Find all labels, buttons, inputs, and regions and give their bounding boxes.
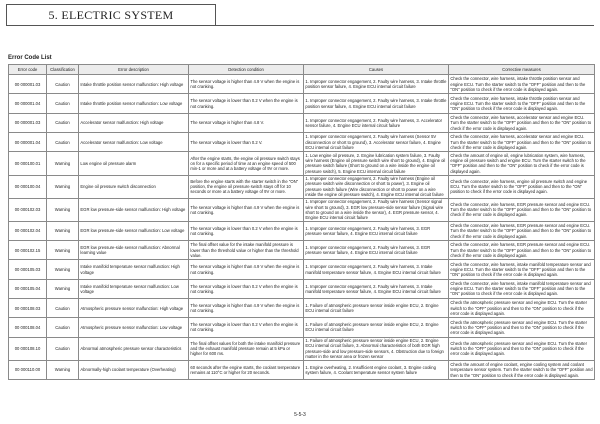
causes-cell: 1. Improper connector engagement, 2. Faulty wire harness, 3. EGR pressure sensor failure, 4. Engine ECU internal circuit failure [304,241,449,260]
classification-cell: Warning [47,152,79,175]
causes-cell: 1. Improper connector engagement, 2. Faulty wire harness (Sensor signal wire short to ground), 3. EGR low pressure-side sensor failure (Signal wire short to ground on a wire inside the sensor), 4. EGR pressure sensor, 4. Engine ECU internal circuit failure [304,198,449,221]
causes-cell: 1. Low engine oil pressure, 2. Engine lubrication system failure, 3. Faulty wire harness (Engine oil pressure switch wire short to ground), 4. Engine oil pressure switch failure (Short to ground on a wire inside the engine oil pressure switch), 5. Engine ECU internal circuit failure [304,152,449,175]
causes-cell: 1. Improper connector engagement, 2. Faulty wire harness, 3. Intake manifold temperature sensor failure, 4. Engine ECU internal circuit failure [304,260,449,279]
col-header-error-description: Error description [79,65,189,75]
error-code-cell: 00 000001.03 [9,113,47,132]
section-header [6,4,216,26]
detection-condition-cell: The sensor voltage is lower than 0.2 V when the engine is not cranking. [189,279,304,298]
error-description-cell: Atmospheric pressure sensor malfunction: Low voltage [79,318,189,337]
table-row [9,241,595,260]
detection-condition-cell: The sensor voltage is higher than 4.9 V when the engine is not cranking. [189,299,304,318]
table-row [9,94,595,113]
detection-condition-cell: Before the engine starts with the starter switch in the "ON" position, the engine oil pressure switch stays off for 10 seconds or more at a battery voltage of 9V or more. [189,175,304,198]
error-code-cell: 00 000001.03 [9,75,47,94]
classification-cell: Caution [47,299,79,318]
error-description-cell: Intake throttle position sensor malfunction: Low voltage [79,94,189,113]
corrective-measures-cell: Check the connector, wire harness, intake throttle position sensor and engine ECU. Turn the starter switch to the "OFF" position and then to the "ON" position to check if the error code is displayed again. [449,94,595,113]
table-row [9,299,595,318]
corrective-measures-cell: Check the atmospheric pressure sensor and engine ECU. Turn the starter switch to the "OFF" position and then to the "ON" position to check if the error code is displayed again. [449,337,595,360]
col-header-causes: Causes [304,65,449,75]
page-number: 5-5-3 [294,412,306,418]
detection-condition-cell: 60 seconds after the engine starts, the coolant temperature remains at 110°C or higher for 20 seconds. [189,360,304,379]
corrective-measures-cell: Check the connector, wire harness, EGR pressure sensor and engine ECU. Turn the starter switch to the "OFF" position and then to the "ON" position to check if the error code is displayed again. [449,221,595,240]
header-rule [216,25,594,26]
error-code-cell: 00 000108.04 [9,318,47,337]
corrective-measures-cell: Check the atmospheric pressure sensor and engine ECU. Turn the starter switch to the "OFF" position and then to the "ON" position to check if the error code is displayed again. [449,318,595,337]
error-description-cell: Intake throttle position sensor malfunction: High voltage [79,75,189,94]
corrective-measures-cell: Check the connector, wire harness, intake throttle position sensor and engine ECU. Turn the starter switch to the "OFF" position and then to the "ON" position to check if the error code is displayed again. [449,75,595,94]
table-row [9,279,595,298]
table-row [9,260,595,279]
detection-condition-cell: The sensor voltage is higher than 4.8 V. [189,113,304,132]
causes-cell: 1. Improper connector engagement, 2. Faulty wire harness, 3. Accelerator sensor failure, 4. Engine ECU internal circuit failure [304,113,449,132]
error-code-cell: 00 000100.01 [9,152,47,175]
table-row [9,198,595,221]
table-header-row [9,65,595,75]
col-header-error-code: Error code [9,65,47,75]
detection-condition-cell: The sensor voltage is lower than 0.2 V when the engine is not cranking. [189,221,304,240]
error-code-cell: 00 000105.03 [9,260,47,279]
corrective-measures-cell: Check the amount of engine oil, engine lubrication system, wire harness, engine oil pressure switch and engine ECU. Turn the starter switch to the "OFF" position and then to the "ON" position to check if the error code is displayed again. [449,152,595,175]
col-header-corrective-measures: Corrective measures [449,65,595,75]
table-row [9,75,595,94]
error-description-cell: Atmospheric pressure sensor malfunction: High voltage [79,299,189,318]
classification-cell: Warning [47,221,79,240]
detection-condition-cell: After the engine starts, the engine oil pressure switch stays on for a specific period of time at an engine speed of 500 min-1 or more and at a battery voltage of 9V or more. [189,152,304,175]
detection-condition-cell: The sensor voltage is lower than 0.2 V. [189,133,304,152]
table-row [9,152,595,175]
classification-cell: Warning [47,198,79,221]
classification-cell: Caution [47,75,79,94]
causes-cell: 1. Improper connector engagement, 2. Faulty wire harness (Sensor 5V disconnection or short to ground), 3. Accelerator sensor failure, 4. Engine ECU internal circuit failure [304,133,449,152]
classification-cell: Caution [47,94,79,113]
causes-cell: 1. Failure of atmospheric pressure sensor inside engine ECU, 2. Engine ECU internal circuit failure [304,299,449,318]
corrective-measures-cell: Check the connector, wire harness, engine oil pressure switch and engine ECU. Turn the starter switch to the "OFF" position and then to the "ON" position to check if the error code is displayed again. [449,175,595,198]
causes-cell: 1. Improper connector engagement, 2. Faulty wire harness, 3. Intake manifold temperature sensor failure, 4. Engine ECU internal circuit failure [304,279,449,298]
error-code-cell: 00 000100.04 [9,175,47,198]
error-description-cell: Abnormal atmospheric pressure sensor characteristics [79,337,189,360]
error-description-cell: EGR low pressure-side sensor malfunction: High voltage [79,198,189,221]
error-description-cell: Engine oil pressure switch disconnection [79,175,189,198]
detection-condition-cell: The final offset values for both the intake manifold pressure and the exhaust manifold pressure remain at 5 kPa or higher for 600 ms. [189,337,304,360]
detection-condition-cell: The sensor voltage is higher than 4.9 V when the engine is not cranking. [189,260,304,279]
table-row [9,113,595,132]
error-code-table [8,64,595,380]
corrective-measures-cell: Check the connector, wire harness, intake manifold temperature sensor and engine ECU. Turn the starter switch to the "OFF" position and then to the "ON" position to check if the error code is displayed again. [449,279,595,298]
error-code-cell: 00 000108.03 [9,299,47,318]
table-row [9,221,595,240]
classification-cell: Caution [47,113,79,132]
error-code-cell: 00 000110.00 [9,360,47,379]
classification-cell: Warning [47,175,79,198]
causes-cell: 1. Improper connector engagement, 2. Faulty wire harness (Engine oil pressure switch wire disconnection or short to power), 3. Engine oil pressure switch failure (Wire disconnection or short to power on a wire inside the engine oil pressure switch), 4. Engine ECU internal circuit failure [304,175,449,198]
classification-cell: Caution [47,318,79,337]
corrective-measures-cell: Check the connector, wire harness, intake manifold temperature sensor and engine ECU. Turn the starter switch to the "OFF" position and then to the "ON" position to check if the error code is displayed again. [449,260,595,279]
error-code-cell: 00 000102.04 [9,221,47,240]
error-code-cell: 00 000102.03 [9,198,47,221]
error-description-cell: Intake manifold temperature sensor malfunction: Low voltage [79,279,189,298]
error-code-cell: 00 000108.10 [9,337,47,360]
causes-cell: 1. Failure of atmospheric pressure sensor inside engine ECU, 2. Engine ECU internal circuit failure, 3. Abnormal characteristics of both EGR high pressure-side and low pressure-side sensors, 4. Obstruction due to foreign matter in the sensor area or frozen sensor [304,337,449,360]
corrective-measures-cell: Check the connector, wire harness, EGR pressure sensor and engine ECU. Turn the starter switch to the "OFF" position and then to the "ON" position to check if the error code is displayed again. [449,241,595,260]
error-description-cell: Intake manifold temperature sensor malfunction: High voltage [79,260,189,279]
error-description-cell: EGR low pressure-side sensor malfunction: Abnormal learning value [79,241,189,260]
col-header-detection-condition: Detection condition [189,65,304,75]
error-description-cell: Accelerator sensor malfunction: Low voltage [79,133,189,152]
causes-cell: 1. Failure of atmospheric pressure sensor inside engine ECU, 2. Engine ECU internal circuit failure [304,318,449,337]
table-row [9,318,595,337]
classification-cell: Warning [47,260,79,279]
corrective-measures-cell: Check the connector, wire harness, EGR pressure sensor and engine ECU. Turn the starter switch to the "OFF" position and then to the "ON" position to check if the error code is displayed again. [449,198,595,221]
causes-cell: 1. Improper connector engagement, 2. Faulty wire harness, 3. Intake throttle position sensor failure, 4. Engine ECU internal circuit failure [304,75,449,94]
error-code-cell: 00 000102.15 [9,241,47,260]
error-code-cell: 00 000001.04 [9,133,47,152]
error-code-cell: 00 000001.04 [9,94,47,113]
classification-cell: Caution [47,133,79,152]
error-description-cell: Accelerator sensor malfunction: High voltage [79,113,189,132]
corrective-measures-cell: Check the atmospheric pressure sensor and engine ECU. Turn the starter switch to the "OFF" position and then to the "ON" position to check if the error code is displayed again. [449,299,595,318]
classification-cell: Warning [47,241,79,260]
list-title: Error Code List [8,55,52,61]
error-description-cell: EGR low pressure-side sensor malfunction: Low voltage [79,221,189,240]
detection-condition-cell: The final offset value for the intake manifold pressure is lower than the threshold value or higher than the threshold value. [189,241,304,260]
error-code-cell: 00 000105.04 [9,279,47,298]
detection-condition-cell: The sensor voltage is lower than 0.2 V when the engine is not cranking. [189,94,304,113]
corrective-measures-cell: Check the amount of engine coolant, engine cooling system and coolant temperature sensor system. Turn the starter switch to the "OFF" position and then to the "ON" position to check if the error code is displayed again. [449,360,595,379]
causes-cell: 1. Improper connector engagement, 2. Faulty wire harness, 3. Intake throttle position sensor failure, 4. Engine ECU internal circuit failure [304,94,449,113]
table-row [9,360,595,379]
section-title: 5. ELECTRIC SYSTEM [48,7,174,22]
error-description-cell: Low engine oil pressure alarm [79,152,189,175]
causes-cell: 1. Engine overheating, 2. Insufficient engine coolant, 3. Engine cooling system failure, 4. Coolant temperature sensor system failure [304,360,449,379]
table-row [9,133,595,152]
classification-cell: Warning [47,279,79,298]
corrective-measures-cell: Check the connector, wire harness, accelerator sensor and engine ECU. Turn the starter switch to the "OFF" position and then to the "ON" position to check if the error code is displayed again. [449,133,595,152]
detection-condition-cell: The sensor voltage is lower than 0.2 V when the engine is not cranking. [189,318,304,337]
table-row [9,337,595,360]
detection-condition-cell: The sensor voltage is higher than 4.9 V when the engine is not cranking. [189,75,304,94]
error-description-cell: Abnormally-high coolant temperature (Overheating) [79,360,189,379]
col-header-classification: Classification [47,65,79,75]
corrective-measures-cell: Check the connector, wire harness, accelerator sensor and engine ECU. Turn the starter switch to the "OFF" position and then to the "ON" position to check if the error code is displayed again. [449,113,595,132]
table-row [9,175,595,198]
detection-condition-cell: The sensor voltage is higher than 4.9 V when the engine is not cranking. [189,198,304,221]
causes-cell: 1. Improper connector engagement, 2. Faulty wire harness, 3. EGR pressure sensor failure, 4. Engine ECU internal circuit failure [304,221,449,240]
classification-cell: Warning [47,360,79,379]
classification-cell: Caution [47,337,79,360]
